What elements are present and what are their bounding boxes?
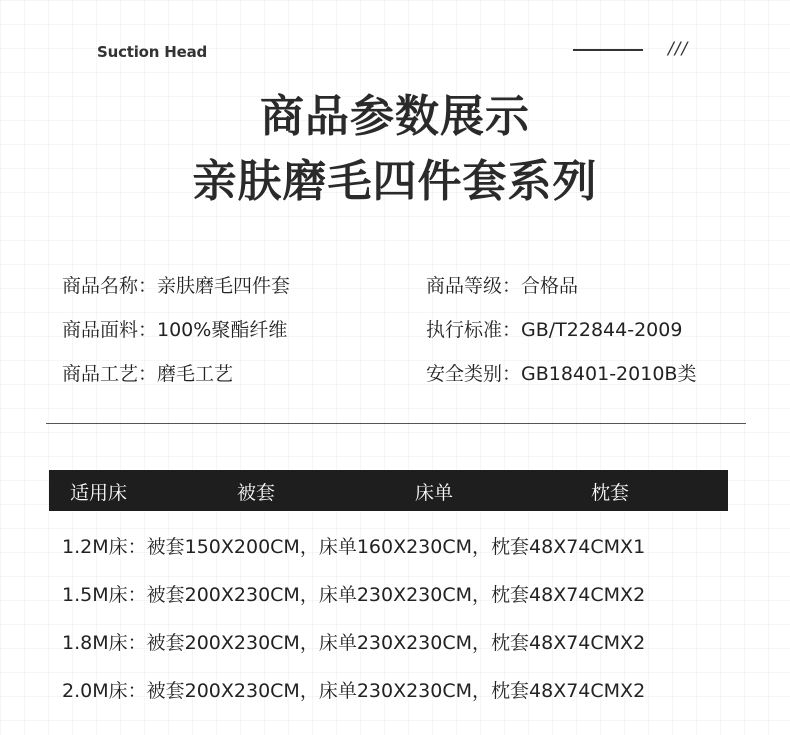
header-bed-size: 适用床: [70, 482, 128, 504]
spec-craft: 商品工艺：磨毛工艺: [62, 363, 234, 385]
table-row: 1.5M床：被套200X230CM，床单230X230CM，枕套48X74CMX2: [62, 584, 646, 606]
header-duvet-cover: 被套: [237, 482, 276, 504]
spec-fabric: 商品面料：100%聚酯纤维: [62, 319, 288, 341]
table-row: 2.0M床：被套200X230CM，床单230X230CM，枕套48X74CMX2: [62, 680, 646, 702]
decorative-line: [573, 49, 643, 51]
spec-standard: 执行标准：GB/T22844-2009: [426, 319, 683, 341]
page-subtitle: 亲肤磨毛四件套系列: [192, 156, 598, 207]
table-row: 1.8M床：被套200X230CM，床单230X230CM，枕套48X74CMX2: [62, 632, 646, 654]
header-bed-sheet: 床单: [415, 482, 454, 504]
spec-product-name: 商品名称：亲肤磨毛四件套: [62, 275, 291, 297]
size-table-header: [49, 470, 728, 511]
spec-product-grade: 商品等级：合格品: [426, 275, 579, 297]
page-title: 商品参数展示: [260, 91, 530, 142]
brand-name: Suction Head: [97, 43, 208, 61]
section-divider: [46, 423, 746, 424]
product-spec-list: [62, 273, 746, 387]
decorative-slashes: ///: [668, 39, 689, 59]
table-row: 1.2M床：被套150X200CM，床单160X230CM，枕套48X74CMX1: [62, 536, 646, 558]
header-pillowcase: 枕套: [591, 482, 630, 504]
spec-safety-class: 安全类别：GB18401-2010B类: [426, 363, 697, 385]
size-table-body: [62, 534, 645, 726]
